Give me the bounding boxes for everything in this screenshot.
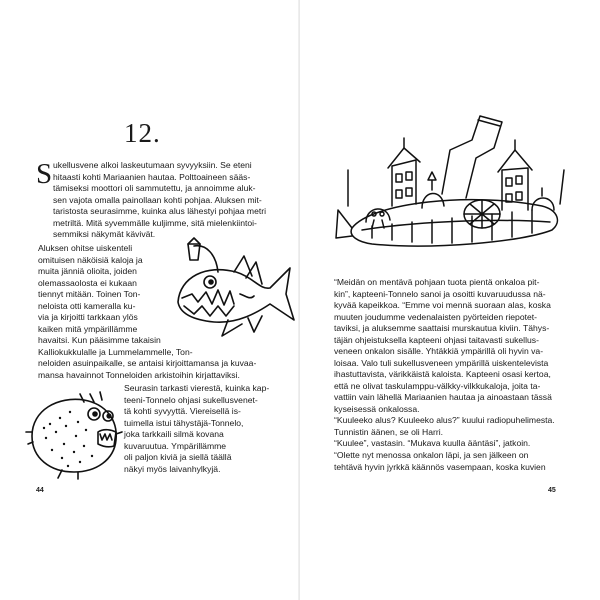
text-line: loisaa. Valo tuli sukellusveneen ympärillä uiskentelevista [334,357,549,368]
text-line: mansa havainnot Tonneloiden arkistoihin kirjattaviksi. [38,369,240,380]
text-line: taviksi, ja aluksemme saattaisi murskautua kiviin. Tähys- [334,323,550,333]
text-line: tä kohti syvyyttä. Viereisellä is- [124,406,241,416]
left-paragraph-3 [124,383,269,475]
text-line: semmiksi näkymät kävivät. [53,229,156,239]
text-line: neloista otti kameralla ku- [38,300,136,311]
anglerfish-illustration [158,232,298,344]
text-line: “Meidän on mentävä pohjaan tuota pientä onkaloa pit- [334,277,540,287]
text-line: Aluksen ohitse uiskenteli [38,243,133,253]
pufferfish-illustration [22,388,128,480]
text-line: kyseisessä onkalossa. [334,403,420,414]
text-line: tämiseksi moottori oli sammutettu, ja annoimme aluk- [53,183,256,193]
text-line: muuten joudumme vedenalaisten pyörteiden riepotet- [334,311,538,322]
text-line: teeni-Tonnelo ohjasi sukellusvenet- [124,394,258,405]
right-paragraph-1 [334,277,552,415]
page-number-left: 44 [36,487,44,494]
text-line: sen vajota omalla painollaan kohti pohjaa. Aluksen mit- [53,194,262,205]
text-line: kaiken mitä ympärillämme [38,323,138,334]
text-line: ihastuttavista, värikkäistä kaloista. Kapteeni osasi kertoa, [334,369,551,379]
text-line: “Olette nyt menossa onkalon läpi, ja sen jälkeen on [334,450,529,460]
text-line: tehtävä hyvin jyrkkä käännös vasempaan, koska kuvien [334,461,546,472]
text-line: kyvää kapeikkoa. “Emme voi mennä suoraan alas, koska [334,300,551,310]
text-line: havaitsi. Kun pääsimme takaisin [38,335,161,345]
page-number-right: 45 [548,487,556,494]
text-line: Tunnistin äänen, se oli Harri. [334,426,444,437]
text-line: hitaasti kohti Mariaanien hautaa. Polttoaineen sääs- [53,171,251,182]
text-line: taristosta seurasimme, kuinka alus lähestyi pohjaa metri [53,206,267,216]
text-line: täjän ohjeistuksella kapteeni ohjasi taitavasti sukellus- [334,334,539,345]
text-line: ukellusvene alkoi laskeutumaan syvyyksiin. Se eteni [53,160,252,170]
right-paragraph-2 [334,415,555,438]
text-line: tuimella istui tähystäjä-Tonnelo, [124,417,244,428]
text-line: oli paljon kiviä ja siellä täällä [124,452,232,462]
text-line: tiennyt mitään. Toinen Ton- [38,289,141,299]
chapter-number: 12. [124,118,161,148]
text-line: vattiin vain lähellä Mariaanien hautaa ja ainoastaan tässä [334,392,552,402]
text-line: “Kuuleeko alus? Kuuleeko alus?” kuului radiopuhelimesta. [334,415,555,425]
text-line: Kalliokukkulalle ja Lummelammelle, Ton- [38,346,193,357]
text-line: omituisen näköisiä kaloja ja [38,254,143,265]
drop-cap: S [36,158,53,190]
text-line: olemassaolosta ei kukaan [38,277,137,288]
text-line: “Kuulee”, vastasin. “Mukava kuulla ääntäsi”, jatkoin. [334,438,531,448]
text-line: metriltä. Mitä syvemmälle kuljimme, sitä mielenkiintoi- [53,217,257,228]
submarine-city-illustration [332,110,572,260]
right-paragraph-4 [334,450,546,473]
text-line: Seurasin tarkasti vierestä, kuinka kap- [124,383,270,393]
text-line: kin”, kapteeni-Tonnelo sanoi ja osoitti kuvaruudussa nä- [334,288,546,299]
text-line: neloiden asuinpaikalle, se antaisi kirjoittamansa ja kuvaa- [38,358,257,368]
text-line: kuvaruutua. Ympärillämme [124,440,227,451]
left-paragraph-1 [53,160,266,241]
text-line: näkyi myös laivanhylkyjä. [124,463,221,474]
text-line: muita jänniä olioita, joiden [38,266,137,276]
right-paragraph-3 [334,438,530,450]
text-line: via ja kirjoitti tarkkaan ylös [38,312,138,322]
text-line: joka tarkkaili silmä kovana [124,429,224,439]
text-line: veneen onkalon sisälle. Yhtäkkiä ympärillä oli hyvin va- [334,346,544,356]
right-page [300,0,600,600]
text-line: että ne olivat taskulamppu-välkky-vilkkukaloja, joita ta- [334,380,541,391]
